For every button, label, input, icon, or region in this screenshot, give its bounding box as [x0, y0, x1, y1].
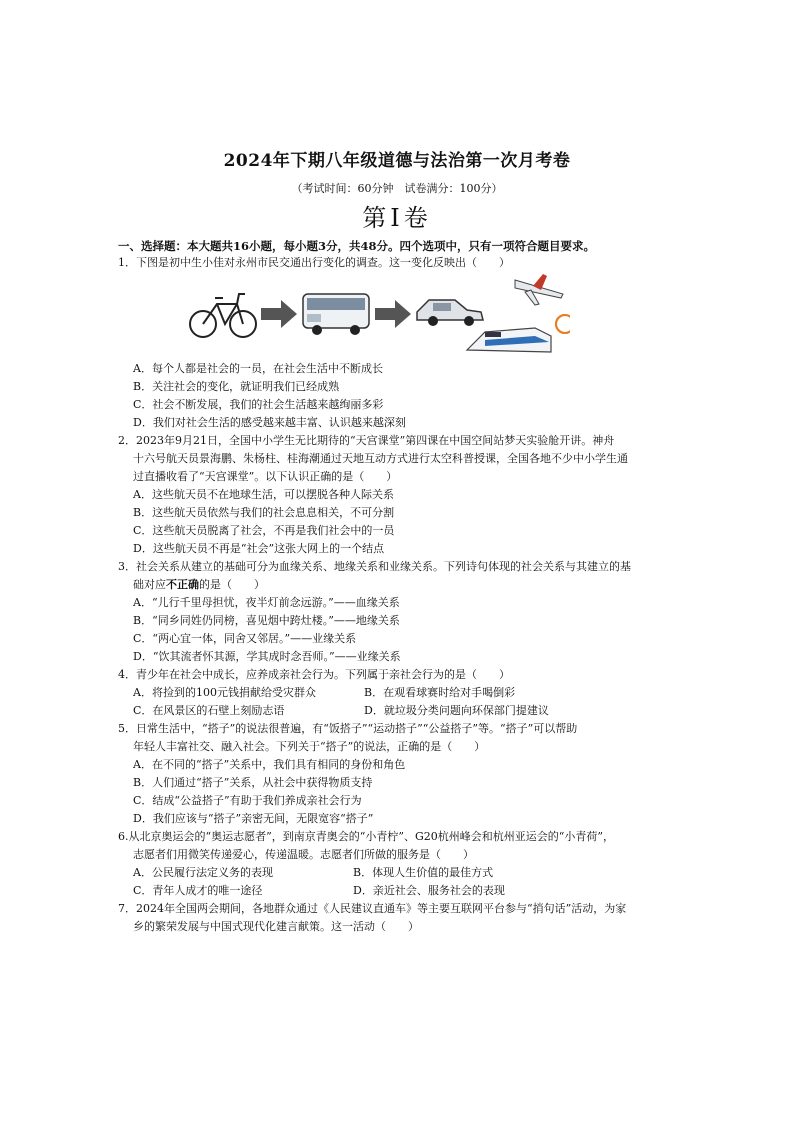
volume-heading: 第Ⅰ卷 [362, 204, 432, 232]
q5-option-c: C．结成“公益搭子”有助于我们养成亲社会行为 [133, 794, 362, 807]
shared-bike-icon [556, 315, 570, 333]
q3-option-b: B．“同乡同姓仍同榜，喜见烟中跨灶楼。”——地缘关系 [133, 614, 400, 627]
q3-option-d: D．“饮其流者怀其源，学其成时念吾师。”——业缘关系 [133, 650, 401, 663]
q3-option-a: A．“儿行千里母担忧，夜半灯前念远游。”——血缘关系 [133, 596, 400, 609]
q2-option-c: C．这些航天员脱离了社会，不再是我们社会中的一员 [133, 524, 395, 537]
q4-option-b: B．在观看球赛时给对手喝倒彩 [364, 686, 516, 699]
exam-title: 2024年下期八年级道德与法治第一次月考卷 [223, 151, 571, 171]
q6-stem-line2: 志愿者们用微笑传递爱心，传递温暖。志愿者们所做的服务是（ ） [133, 848, 474, 861]
q4-option-c: C．在风景区的石壁上刻励志语 [133, 704, 285, 717]
q6-option-b: B．体现人生价值的最佳方式 [353, 866, 494, 879]
transport-figure [185, 272, 570, 362]
bus-icon [303, 294, 369, 335]
arrow-right-icon [261, 300, 297, 328]
q5-option-b: B．人们通过“搭子”关系，从社会中获得物质支持 [133, 776, 373, 789]
q6-option-a: A．公民履行法定义务的表现 [133, 866, 273, 879]
q2-stem-line2: 十六号航天员景海鹏、朱杨柱、桂海潮通过天地互动方式进行太空科普授课，全国各地不少中小学生通 [133, 452, 628, 465]
q2-option-a: A．这些航天员不在地球生活，可以摆脱各种人际关系 [133, 488, 394, 501]
q5-option-a: A．在不同的“搭子”关系中，我们具有相同的身份和角色 [133, 758, 406, 771]
q3-stem-line1: 3．社会关系从建立的基础可分为血缘关系、地缘关系和业缘关系。下列诗句体现的社会关系与其建立的基 [118, 560, 631, 573]
q4-stem: 4．青少年在社会中成长，应养成亲社会行为。下列属于亲社会行为的是（ ） [118, 668, 510, 681]
q4-option-d: D．就垃圾分类问题向环保部门提建议 [364, 704, 549, 717]
high-speed-train-icon [467, 328, 551, 352]
q5-stem-line2: 年轻人丰富社交、融入社会。下列关于“搭子”的说法，正确的是（ ） [133, 740, 486, 753]
q3-stem-post: 的是（ ） [199, 578, 265, 591]
section-heading: 一、选择题：本大题共16小题，每小题3分，共48分。四个选项中，只有一项符合题目要求。 [118, 239, 596, 253]
exam-subtitle: （考试时间：60分钟 试卷满分：100分） [291, 182, 503, 195]
q2-stem-line3: 过直播收看了“天宫课堂”。以下认识正确的是（ ） [133, 470, 398, 483]
q1-option-c: C．社会不断发展，我们的社会生活越来越绚丽多彩 [133, 398, 384, 411]
bicycle-icon [190, 294, 256, 337]
q3-stem-pre: 础对应 [133, 578, 166, 591]
q7-stem-line2: 乡的繁荣发展与中国式现代化建言献策。这一活动（ ） [133, 920, 419, 933]
q1-option-b: B．关注社会的变化，就证明我们已经成熟 [133, 380, 340, 393]
q1-option-a: A．每个人都是社会的一员，在社会生活中不断成长 [133, 362, 383, 375]
q2-option-d: D．这些航天员不再是“社会”这张大网上的一个结点 [133, 542, 385, 555]
q7-stem-line1: 7．2024年全国两会期间，各地群众通过《人民建议直通车》等主要互联网平台参与“捎句话”活动，为家 [118, 902, 627, 915]
airplane-icon [515, 274, 563, 305]
arrow-right-icon [375, 300, 411, 328]
q2-stem-line1: 2．2023年9月21日，全国中小学生无比期待的“天宫课堂”第四课在中国空间站梦天实验舱开讲。神舟 [118, 434, 615, 447]
q2-option-b: B．这些航天员依然与我们的社会息息相关，不可分割 [133, 506, 395, 519]
q1-option-d: D．我们对社会生活的感受越来越丰富、认识越来越深刻 [133, 416, 406, 429]
q6-option-d: D．亲近社会、服务社会的表现 [353, 884, 505, 897]
q4-option-a: A．将捡到的100元钱捐献给受灾群众 [133, 686, 316, 699]
q6-option-c: C．青年人成才的唯一途径 [133, 884, 263, 897]
q3-stem-line2 [133, 578, 265, 592]
q5-stem-line1: 5．日常生活中，“搭子”的说法很普遍，有“饭搭子”“运动搭子”“公益搭子”等。“搭子”可以帮助 [118, 722, 578, 735]
q6-stem-line1: 6.从北京奥运会的“奥运志愿者”，到南京青奥会的“小青柠”、G20杭州峰会和杭州亚运会的“小青荷”， [118, 830, 615, 843]
q3-option-c: C．“两心宜一体，同舍又邻居。”——业缘关系 [133, 632, 357, 645]
q1-stem: 1．下图是初中生小佳对永州市民交通出行变化的调查。这一变化反映出（ ） [118, 256, 510, 269]
car-icon [417, 300, 483, 326]
q3-stem-emphasis: 不正确 [166, 578, 199, 591]
q5-option-d: D．我们应该与“搭子”亲密无间，无限宽容“搭子” [133, 812, 374, 825]
